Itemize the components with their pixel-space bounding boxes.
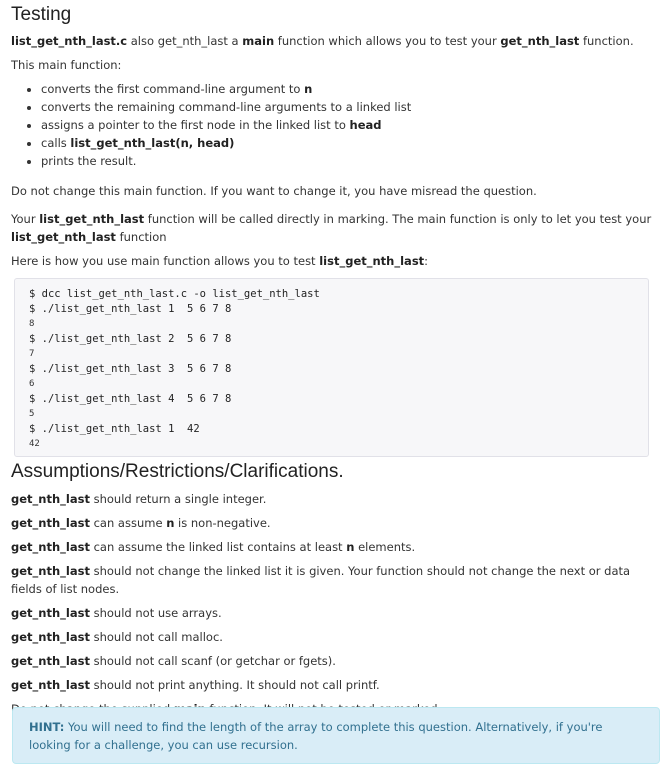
main-function-intro: This main function:	[11, 58, 122, 72]
code-output: 5	[29, 409, 35, 419]
section-heading-testing: Testing	[11, 4, 72, 25]
rule-item: get_nth_last should not change the linked list it is given. Your function should not change the next or data fields of list nodes.	[11, 564, 631, 596]
code-line: $ ./list_get_nth_last 2 5 6 7 8	[29, 333, 232, 345]
intro-paragraph: list_get_nth_last.c also get_nth_last a main function which allows you to test your get_nth_last function.	[11, 34, 634, 48]
file-name: list_get_nth_last.c	[11, 34, 128, 48]
main-function-steps	[11, 80, 653, 170]
code-output: 7	[29, 349, 35, 359]
rule-item: get_nth_last should not use arrays.	[11, 606, 222, 620]
do-not-change-note: Do not change this main function. If you want to change it, you have misread the question.	[11, 184, 537, 198]
rule-item: get_nth_last should return a single integer.	[11, 492, 267, 506]
code-line: $ ./list_get_nth_last 1 5 6 7 8	[29, 303, 232, 315]
marking-note: Your list_get_nth_last function will be called directly in marking. The main function is only to let you test your list_get_nth_last function	[11, 212, 652, 244]
code-output: 6	[29, 379, 35, 389]
code-line: $ ./list_get_nth_last 1 42	[29, 423, 200, 435]
rule-item: get_nth_last can assume n is non-negative.	[11, 516, 271, 530]
code-output: 8	[29, 319, 35, 329]
list-item: • converts the first command-line argument to n	[41, 80, 653, 98]
section-heading-assumptions: Assumptions/Restrictions/Clarifications.	[11, 461, 344, 482]
list-item: • assigns a pointer to the first node in the linked list to head	[41, 116, 653, 134]
code-output: 42	[29, 439, 40, 449]
code-line: $ ./list_get_nth_last 4 5 6 7 8	[29, 393, 232, 405]
code-example-block	[14, 278, 649, 457]
rule-item: get_nth_last should not print anything. It should not call printf.	[11, 678, 380, 692]
rule-item: get_nth_last should not call scanf (or getchar or fgets).	[11, 654, 336, 668]
hint-text: You will need to find the length of the array to complete this question. Alternatively, if you're looking for a challenge, you can use recursion.	[29, 720, 603, 752]
code-line: $ dcc list_get_nth_last.c -o list_get_nth_last	[29, 288, 320, 300]
rule-item: get_nth_last should not call malloc.	[11, 630, 223, 644]
list-item: • converts the remaining command-line arguments to a linked list	[41, 98, 653, 116]
list-item: • prints the result.	[41, 152, 653, 170]
code-line: $ ./list_get_nth_last 3 5 6 7 8	[29, 363, 232, 375]
list-item: • calls list_get_nth_last(n, head)	[41, 134, 653, 152]
hint-box	[12, 707, 660, 764]
hint-label: HINT:	[29, 720, 65, 734]
rule-item: get_nth_last can assume the linked list contains at least n elements.	[11, 540, 416, 554]
howto-note: Here is how you use main function allows you to test list_get_nth_last:	[11, 254, 429, 268]
